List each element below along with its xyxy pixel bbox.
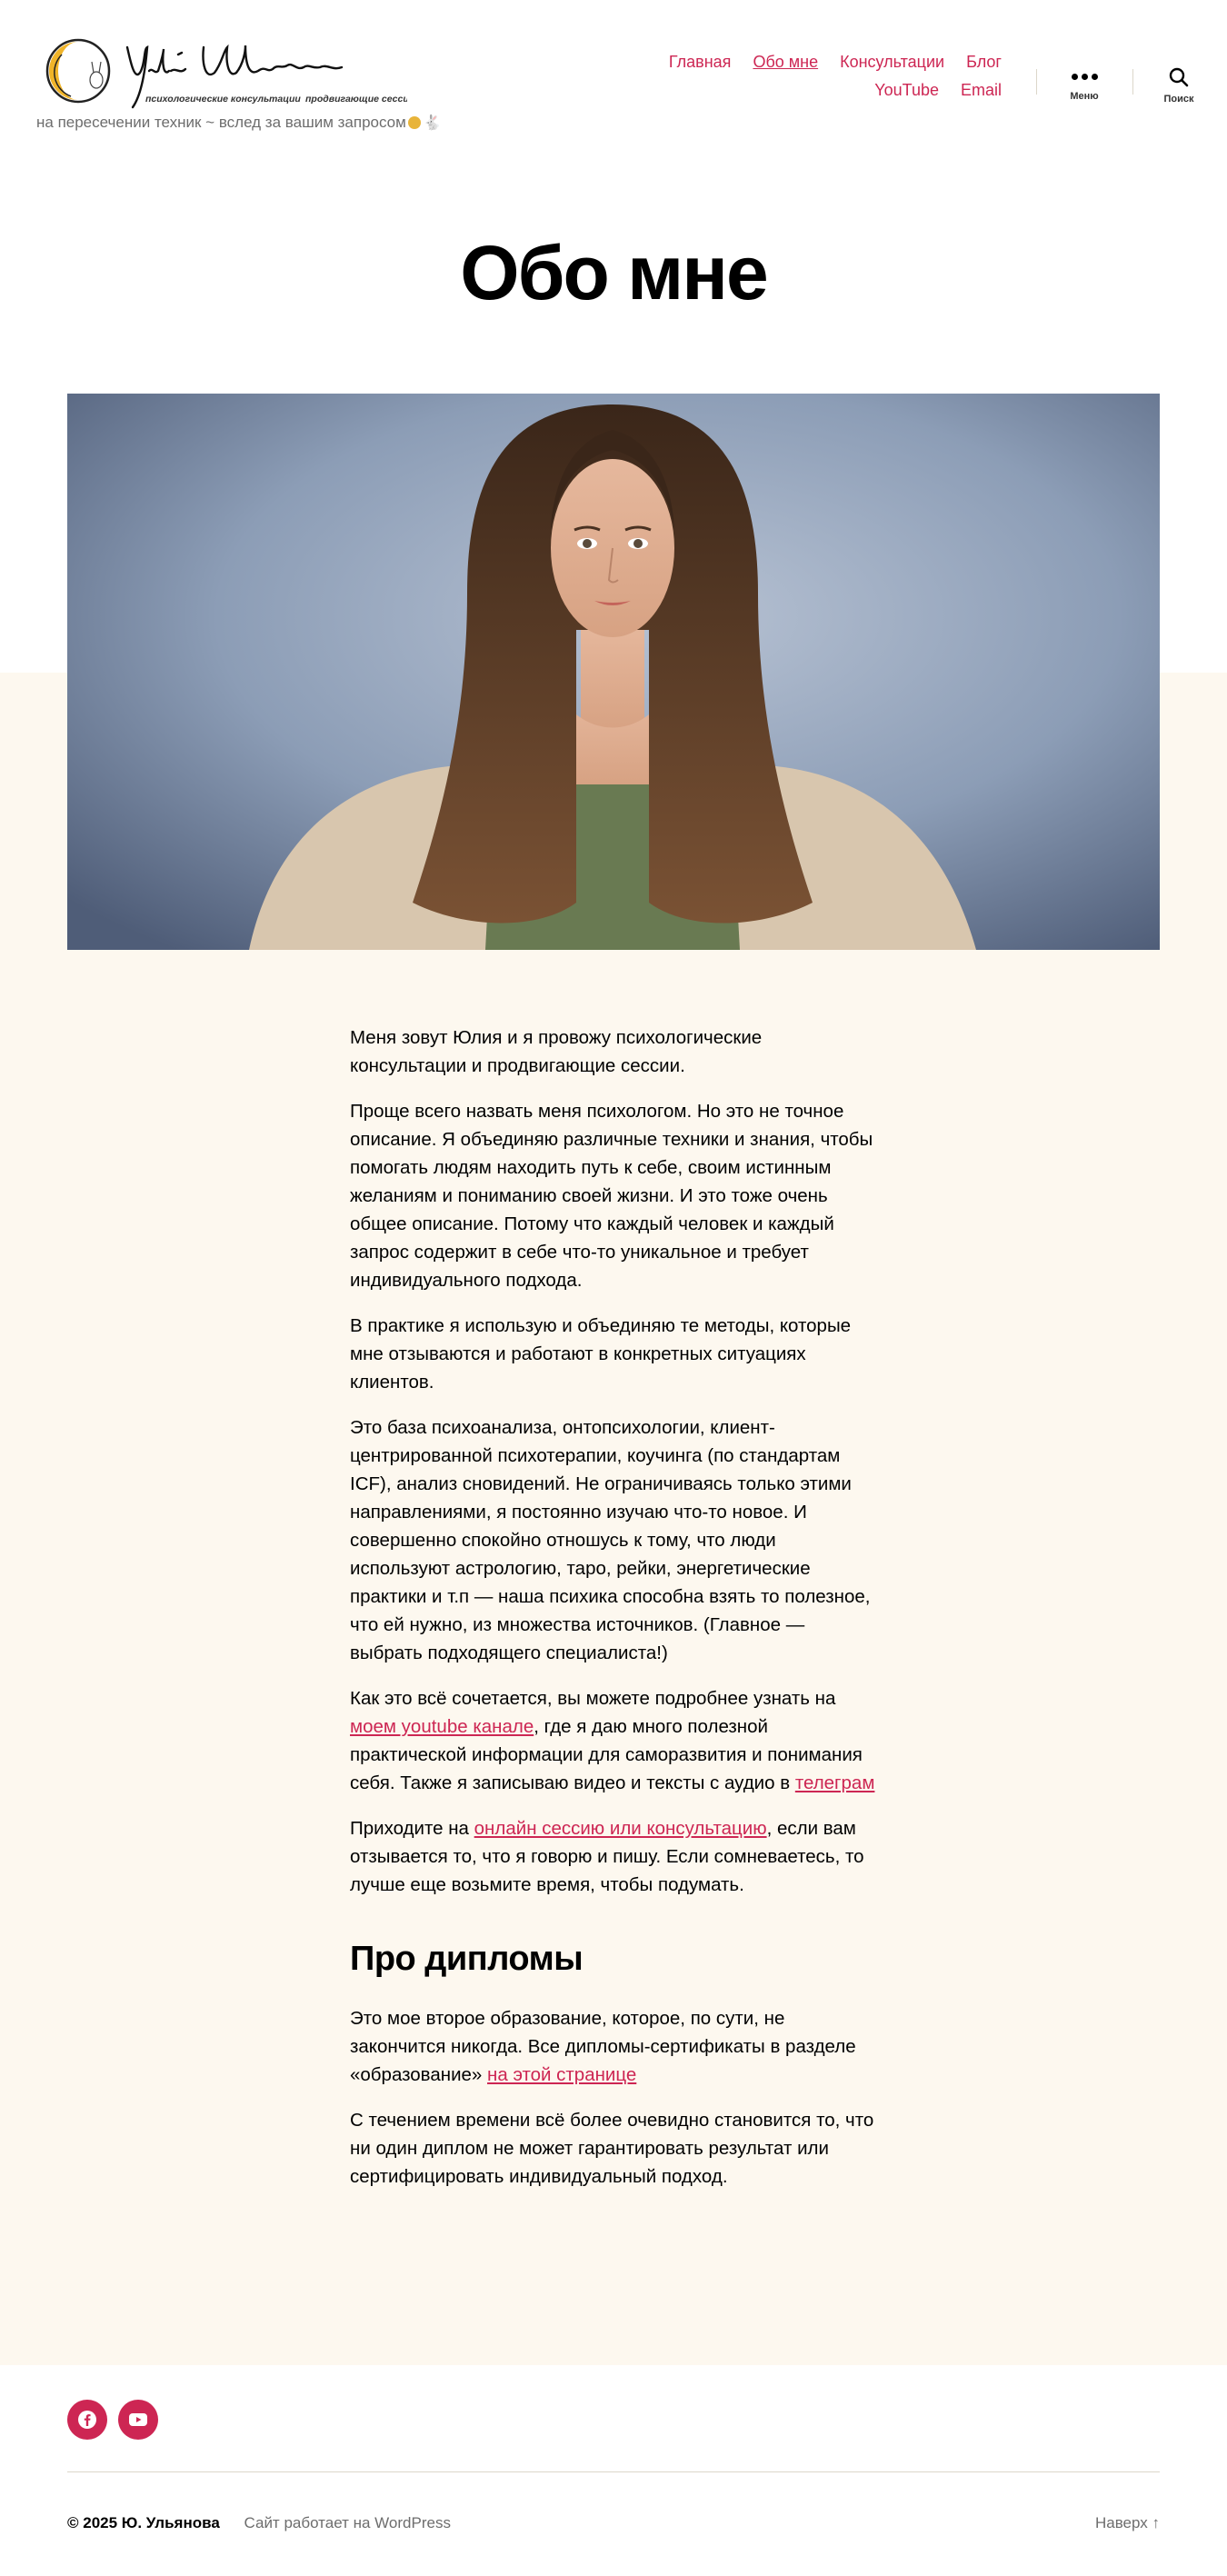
footer-divider	[67, 2471, 1160, 2472]
online-session-link[interactable]: онлайн сессию или консультацию	[474, 1818, 767, 1839]
logo-graphic	[44, 27, 407, 115]
nav-link-consultations[interactable]: Консультации	[840, 53, 945, 71]
nav-link-about[interactable]: Обо мне	[753, 53, 819, 71]
search-icon	[1169, 67, 1189, 87]
paragraph-education	[350, 2004, 877, 2089]
section-heading-diplomas: Про дипломы	[350, 1940, 584, 1978]
education-page-link[interactable]: на этой странице	[487, 2063, 637, 2085]
paragraph-youtube	[350, 1684, 877, 1797]
nav-link-blog[interactable]: Блог	[966, 53, 1002, 71]
text-span: Приходите на	[350, 1818, 474, 1839]
nav-row-1	[620, 53, 1002, 72]
site-logo[interactable]	[44, 27, 407, 115]
moon-icon	[408, 116, 421, 129]
facebook-icon	[77, 2410, 97, 2430]
nav-row-2	[620, 81, 1002, 100]
paragraph-approaches: Это база психоанализа, онтопсихологии, клиент-центрированной психотерапии, коучинга (по стандартам ICF), анализ сновидений. Не ограничиваясь только этими направлениями, я постоянно изучаю что-то новое. И совершенно спокойно отношусь к тому, что люди используют астрологию, таро, рейки, энергетические практики и т.п — наша психика способна взять то полезное, что ей нужно, из множества источников. (Главное — выбрать подходящего специалиста!)	[350, 1417, 871, 1663]
paragraph-session	[350, 1814, 877, 1899]
article-content	[350, 1023, 877, 2208]
header-separator	[1036, 69, 1037, 95]
header-separator	[1132, 69, 1133, 95]
menu-button[interactable]	[1052, 67, 1116, 102]
youtube-channel-link[interactable]: моем youtube канале	[350, 1716, 534, 1737]
logo-subtitle-right: продвигающие сессии	[305, 94, 407, 105]
facebook-button[interactable]	[67, 2400, 107, 2440]
social-links	[67, 2400, 158, 2440]
nav-link-email[interactable]: Email	[960, 81, 1002, 99]
telegram-link[interactable]: телеграм	[794, 1772, 875, 1793]
nav-link-youtube[interactable]: YouTube	[874, 81, 939, 99]
logo-subtitle-left: психологические консультации	[145, 94, 301, 105]
primary-nav	[620, 53, 1002, 109]
paragraph-intro: Меня зовут Юлия и я провожу психологические консультации и продвигающие сессии.	[350, 1027, 763, 1076]
text-span: , если вам отзывается то, что я говорю и пишу. Если сомневаетесь, то лучше еще возьмите время, чтобы подумать.	[350, 1818, 864, 1895]
youtube-icon	[128, 2412, 148, 2427]
youtube-button[interactable]	[118, 2400, 158, 2440]
more-dots-icon	[1052, 67, 1116, 85]
paragraph-conclusion: С течением времени всё более очевидно становится то, что ни один диплом не может гарантировать результат или сертифицировать индивидуальный подход.	[350, 2109, 874, 2187]
search-button[interactable]	[1147, 67, 1211, 105]
site-tagline	[36, 114, 442, 132]
text-span: Как это всё сочетается, вы можете подробнее узнать на	[350, 1688, 836, 1709]
bunny-icon: 🐇	[423, 115, 442, 131]
site-header	[0, 0, 1227, 155]
nav-link-home[interactable]: Главная	[668, 53, 732, 71]
menu-label: Меню	[1070, 91, 1099, 102]
portrait-photo	[67, 394, 1160, 950]
back-to-top-link[interactable]: Наверх ↑	[1094, 2514, 1160, 2531]
text-span: , где я даю много полезной практической информации для саморазвития и понимания себя. Также я записываю видео и тексты с аудио в	[350, 1716, 863, 1793]
page-title: Обо мне	[460, 230, 767, 315]
tagline-text: на пересечении техник ~ вслед за вашим запросом	[36, 114, 406, 131]
search-label: Поиск	[1163, 94, 1194, 105]
paragraph-methods: В практике я использую и объединяю те методы, которые мне отзываются и работают в конкретных ситуациях клиентов.	[350, 1315, 852, 1393]
footer-credits	[67, 2514, 1160, 2532]
text-span: Это мое второе образование, которое, по сути, не закончится никогда. Все дипломы-сертификаты в разделе «образование»	[350, 2007, 856, 2085]
paragraph-description: Проще всего назвать меня психологом. Но это не точное описание. Я объединяю различные техники и знания, чтобы помогать людям находить путь к себе, своим истинным желаниям и пониманию своей жизни. И это тоже очень общее описание. Потому что каждый человек и каждый запрос содержит в себе что-то уникальное и требует индивидуального подхода.	[350, 1101, 873, 1291]
featured-image	[67, 394, 1160, 950]
copyright: © 2025 Ю. Ульянова	[67, 2514, 220, 2531]
powered-by-link[interactable]: Сайт работает на WordPress	[244, 2514, 451, 2531]
